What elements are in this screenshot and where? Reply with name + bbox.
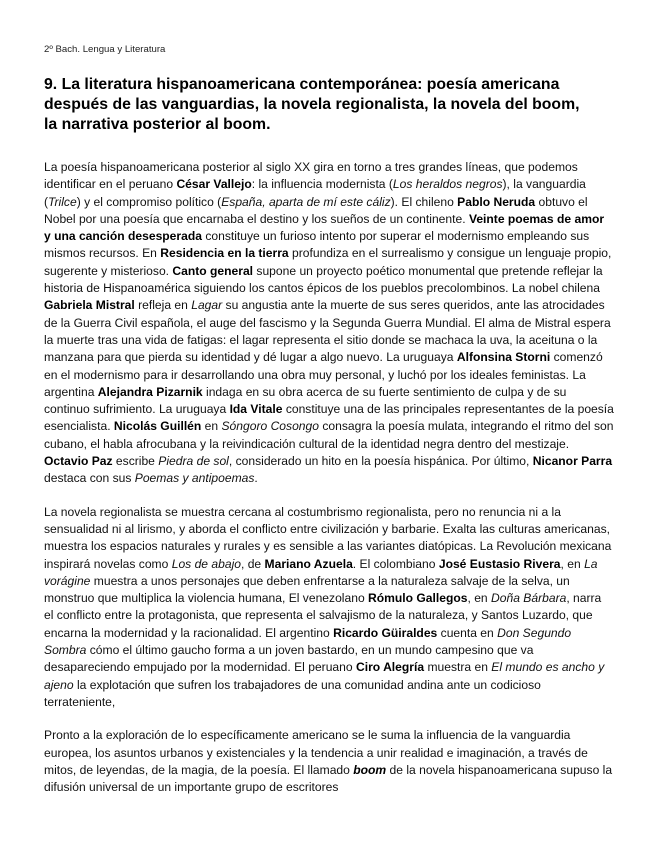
text-run: comenzó en el modernismo para ir desarrollando una obra muy personal, y luchó por los ideales feministas. La argentina bbox=[44, 350, 603, 399]
text-run: , considerado un hito en la poesía hispánica. Por último, bbox=[228, 454, 533, 469]
bold-term: Veinte poemas de amor y una canción desesperada bbox=[44, 211, 605, 244]
bold-term: Rómulo Gallegos bbox=[368, 591, 468, 606]
paragraph-poetry bbox=[44, 159, 614, 488]
text-run: , de bbox=[240, 556, 265, 571]
text-run: cómo el último gaucho forma a un joven bastardo, en un mundo campesino que va desapareciendo empujado por la modernidad. El peruano bbox=[44, 643, 534, 675]
document-page bbox=[44, 44, 614, 812]
text-run: La poesía hispanoamericana posterior al siglo XX gira en torno a tres grandes líneas, que podemos identificar en el peruano bbox=[44, 160, 578, 192]
text-run: ), la vanguardia ( bbox=[44, 177, 586, 209]
text-run: de la novela hispanoamericana supuso la difusión universal de un importante grupo de escritores bbox=[44, 762, 613, 795]
text-run: profundiza en el surrealismo y consigue un lenguaje propio, sugerente y misterioso. bbox=[44, 246, 612, 278]
text-run: Pronto a la exploración de lo específicamente americano se le suma la influencia de la vanguardia europea, los asuntos urbanos y existenciales y la tendencia a unir realidad e imaginación, a través de mitos, de leyendas, de la magia, de la poesía. El llamado bbox=[44, 728, 588, 777]
work-title: El mundo es ancho y ajeno bbox=[44, 660, 605, 692]
text-run: , en bbox=[467, 591, 492, 606]
paragraph-regionalist-novel bbox=[44, 504, 614, 712]
text-run: obtuvo el Nobel por una poesía que encarnaba el destino y los sueños de un continente. bbox=[44, 194, 588, 226]
bold-term: Alejandra Pizarnik bbox=[97, 384, 203, 399]
bold-term: Nicanor Parra bbox=[532, 454, 613, 469]
work-title: Sóngoro Cosongo bbox=[221, 419, 319, 434]
text-run: . El colombiano bbox=[352, 556, 439, 571]
bold-term: Residencia en la tierra bbox=[160, 246, 289, 261]
bold-term: Mariano Azuela bbox=[264, 556, 353, 571]
bold-term: Pablo Neruda bbox=[457, 194, 536, 209]
text-run: la explotación que sufren los trabajadores de una comunidad andina ante un codicioso terrateniente, bbox=[44, 677, 541, 709]
bold-term: José Eustasio Rivera bbox=[438, 556, 561, 571]
text-run: indaga en su obra acerca de su fuerte sentimiento de culpa y de su continuo sufrimiento. La uruguaya bbox=[44, 384, 567, 417]
paragraph-boom-novel bbox=[44, 727, 614, 796]
text-run: escribe bbox=[112, 454, 159, 469]
text-run: ). El chileno bbox=[390, 194, 458, 209]
text-run: destaca con sus bbox=[44, 471, 135, 486]
text-run: La novela regionalista se muestra cercana al costumbrismo regionalista, pero no renuncia ni a la sensualidad ni al lirismo, y aborda el conflicto entre civilización y barbarie. Exalta las culturas americanas, muestra los espacios naturales y rurales y es sensible a las variantes diatópicas. La Revolución mexicana inspirará novelas como bbox=[44, 504, 612, 571]
emphasis-term: boom bbox=[353, 762, 387, 777]
work-title: Trilce bbox=[48, 194, 77, 209]
work-title: Doña Bárbara bbox=[491, 591, 567, 606]
bold-term: Ciro Alegría bbox=[355, 660, 425, 675]
course-header: 2º Bach. Lengua y Literatura bbox=[44, 44, 166, 55]
title-line-1: 9. La literatura hispanoamericana contemporánea: poesía americana bbox=[44, 76, 560, 93]
text-run: constituye un furioso intento por superar el modernismo empleando sus mismos recursos. En bbox=[44, 229, 590, 261]
bold-term: Gabriela Mistral bbox=[44, 298, 135, 313]
title-line-2: después de las vanguardias, la novela regionalista, la novela del boom, bbox=[44, 96, 580, 113]
text-run: : la influencia modernista ( bbox=[251, 177, 393, 192]
text-run: ) y el compromiso político ( bbox=[76, 194, 222, 209]
bold-term: Canto general bbox=[172, 263, 254, 278]
text-run: consagra la poesía mulata, integrando el ritmo del son cubano, el habla afrocubana y la reivindicación cultural de la identidad negra dentro del mestizaje. bbox=[44, 419, 614, 451]
text-run: refleja en bbox=[134, 298, 192, 313]
bold-term: Ricardo Güiraldes bbox=[333, 625, 438, 640]
title-line-3: la narrativa posterior al boom. bbox=[44, 116, 271, 133]
text-run: . bbox=[254, 471, 258, 486]
text-run: , en bbox=[560, 556, 585, 571]
text-run: , narra el conflicto entre la protagonista, que representa el salvajismo de la naturaleza, y Santos Luzardo, que encarna la modernidad y la racionalidad. El argentino bbox=[44, 591, 602, 640]
bold-term: Nicolás Guillén bbox=[113, 419, 202, 434]
work-title: Poemas y antipoemas bbox=[134, 471, 255, 486]
work-title: Piedra de sol bbox=[158, 454, 229, 469]
text-run: supone un proyecto poético monumental que pretende reflejar la historia de Hispanoamérica siguiendo los cantos épicos de los pueblos precolombinos. La nobel chilena bbox=[44, 263, 603, 296]
text-run: muestra en bbox=[424, 660, 492, 675]
text-run: constituye una de las principales representantes de la poesía esencialista. bbox=[44, 402, 614, 434]
bold-term: Octavio Paz bbox=[44, 454, 113, 469]
bold-term: Ida Vitale bbox=[229, 402, 283, 417]
text-run: cuenta en bbox=[437, 625, 498, 640]
work-title: España, aparta de mí este cáliz bbox=[221, 194, 391, 209]
work-title: Lagar bbox=[191, 298, 223, 313]
text-run: en bbox=[201, 419, 222, 434]
section-title bbox=[44, 75, 614, 135]
work-title: Los heraldos negros bbox=[392, 177, 503, 192]
text-run: su angustia ante la muerte de sus seres queridos, ante las atrocidades de la Guerra Civil española, el auge del fascismo y la Segunda Guerra Mundial. El alma de Mistral espera la muerte tras una vida de fatigas: el lagar representa el sitio donde se machaca la uva, la aceituna o la manzana para que pierda su identidad y dé lugar a algo nuevo. La uruguaya bbox=[44, 298, 611, 365]
work-title: Los de abajo bbox=[171, 556, 241, 571]
text-run: muestra a unos personajes que deben enfrentarse a la naturaleza salvaje de la selva, un monstruo que multiplica la violencia humana, El venezolano bbox=[44, 573, 570, 606]
work-title: La vorágine bbox=[44, 556, 598, 588]
bold-term: Alfonsina Storni bbox=[456, 350, 551, 365]
bold-term: César Vallejo bbox=[176, 177, 252, 192]
work-title: Don Segundo Sombra bbox=[44, 625, 572, 658]
